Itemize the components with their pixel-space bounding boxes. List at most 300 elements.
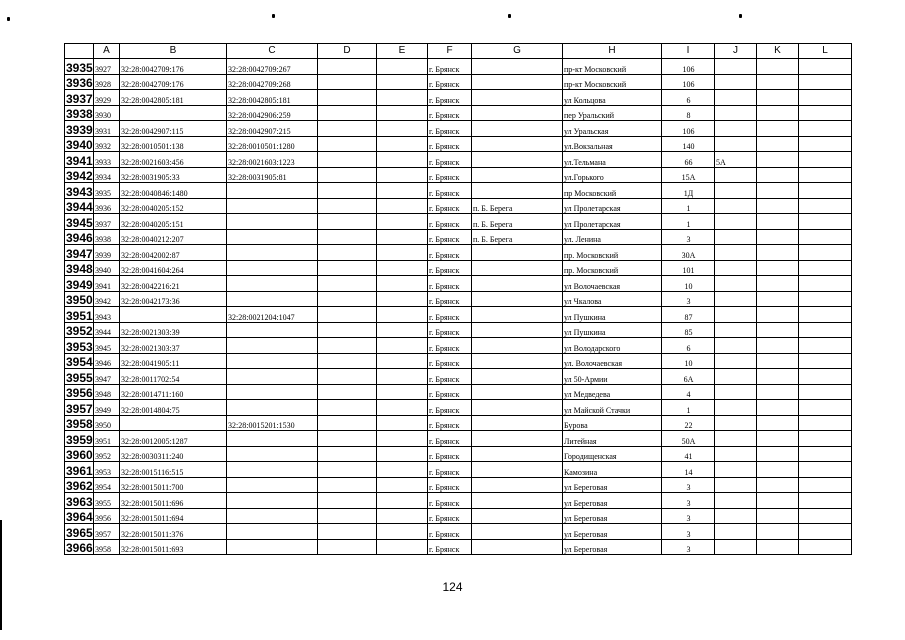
cell-e[interactable]	[377, 276, 428, 292]
cell-k[interactable]	[757, 121, 799, 137]
cell-h[interactable]: ул 50-Армии	[563, 369, 662, 385]
cell-j[interactable]	[715, 338, 757, 354]
cell-h[interactable]: пер Уральский	[563, 105, 662, 121]
cell-j[interactable]	[715, 90, 757, 106]
cell-j[interactable]	[715, 322, 757, 338]
cell-b[interactable]: 32:28:0012005:1287	[120, 431, 227, 447]
cell-h[interactable]: Бурова	[563, 415, 662, 431]
cell-k[interactable]	[757, 322, 799, 338]
cell-l[interactable]	[799, 508, 852, 524]
cell-h[interactable]: ул Майской Стачки	[563, 400, 662, 416]
row-number-cell[interactable]	[65, 214, 94, 230]
cell-j[interactable]	[715, 183, 757, 199]
cell-k[interactable]	[757, 493, 799, 509]
row-number-cell[interactable]	[65, 431, 94, 447]
cell-h[interactable]: ул. Ленина	[563, 229, 662, 245]
cell-b[interactable]: 32:28:0010501:138	[120, 136, 227, 152]
cell-k[interactable]	[757, 183, 799, 199]
column-header[interactable]: C	[227, 44, 318, 59]
cell-d[interactable]	[318, 260, 377, 276]
row-number-cell[interactable]	[65, 338, 94, 354]
cell-j[interactable]: 5А	[715, 152, 757, 168]
cell-l[interactable]	[799, 322, 852, 338]
cell-d[interactable]	[318, 539, 377, 555]
cell-c[interactable]: 32:28:0031905:81	[227, 167, 318, 183]
cell-e[interactable]	[377, 508, 428, 524]
cell-a[interactable]: 3938	[94, 229, 120, 245]
cell-l[interactable]	[799, 121, 852, 137]
cell-b[interactable]: 32:28:0015011:376	[120, 524, 227, 540]
cell-c[interactable]	[227, 508, 318, 524]
cell-j[interactable]	[715, 276, 757, 292]
cell-c[interactable]	[227, 229, 318, 245]
cell-h[interactable]: ул Володарского	[563, 338, 662, 354]
cell-l[interactable]	[799, 353, 852, 369]
cell-g[interactable]	[472, 462, 563, 478]
cell-i[interactable]: 6	[662, 90, 715, 106]
cell-l[interactable]	[799, 136, 852, 152]
cell-j[interactable]	[715, 214, 757, 230]
row-number-cell[interactable]	[65, 307, 94, 323]
cell-e[interactable]	[377, 493, 428, 509]
row-number-cell[interactable]	[65, 322, 94, 338]
cell-f[interactable]: г. Брянск	[428, 353, 472, 369]
cell-j[interactable]	[715, 59, 757, 75]
cell-d[interactable]	[318, 198, 377, 214]
cell-h[interactable]: ул Медведева	[563, 384, 662, 400]
cell-f[interactable]: г. Брянск	[428, 74, 472, 90]
row-number-cell[interactable]	[65, 384, 94, 400]
row-number-cell[interactable]	[65, 524, 94, 540]
cell-j[interactable]	[715, 291, 757, 307]
cell-g[interactable]	[472, 322, 563, 338]
cell-k[interactable]	[757, 136, 799, 152]
cell-i[interactable]: 1	[662, 400, 715, 416]
cell-b[interactable]: 32:28:0042709:176	[120, 74, 227, 90]
cell-e[interactable]	[377, 136, 428, 152]
cell-j[interactable]	[715, 260, 757, 276]
cell-d[interactable]	[318, 167, 377, 183]
cell-b[interactable]: 32:28:0042216:21	[120, 276, 227, 292]
cell-c[interactable]	[227, 400, 318, 416]
cell-g[interactable]: п. Б. Берега	[472, 229, 563, 245]
cell-k[interactable]	[757, 384, 799, 400]
cell-c[interactable]: 32:28:0042906:259	[227, 105, 318, 121]
cell-i[interactable]: 1Д	[662, 183, 715, 199]
cell-f[interactable]: г. Брянск	[428, 183, 472, 199]
cell-g[interactable]	[472, 415, 563, 431]
cell-k[interactable]	[757, 276, 799, 292]
column-header[interactable]: I	[662, 44, 715, 59]
cell-f[interactable]: г. Брянск	[428, 276, 472, 292]
cell-i[interactable]: 15А	[662, 167, 715, 183]
cell-f[interactable]: г. Брянск	[428, 338, 472, 354]
cell-g[interactable]	[472, 291, 563, 307]
cell-l[interactable]	[799, 400, 852, 416]
cell-e[interactable]	[377, 307, 428, 323]
cell-a[interactable]: 3957	[94, 524, 120, 540]
cell-e[interactable]	[377, 338, 428, 354]
cell-j[interactable]	[715, 167, 757, 183]
cell-j[interactable]	[715, 477, 757, 493]
cell-j[interactable]	[715, 353, 757, 369]
cell-b[interactable]: 32:28:0031905:33	[120, 167, 227, 183]
cell-j[interactable]	[715, 508, 757, 524]
cell-g[interactable]	[472, 307, 563, 323]
row-number-cell[interactable]	[65, 152, 94, 168]
row-number-cell[interactable]	[65, 229, 94, 245]
cell-j[interactable]	[715, 462, 757, 478]
cell-a[interactable]: 3942	[94, 291, 120, 307]
cell-c[interactable]: 32:28:0021204:1047	[227, 307, 318, 323]
cell-h[interactable]: ул Пролетарская	[563, 214, 662, 230]
cell-l[interactable]	[799, 524, 852, 540]
cell-g[interactable]	[472, 446, 563, 462]
cell-i[interactable]: 85	[662, 322, 715, 338]
cell-g[interactable]	[472, 245, 563, 261]
cell-l[interactable]	[799, 462, 852, 478]
cell-k[interactable]	[757, 462, 799, 478]
cell-b[interactable]: 32:28:0014711:160	[120, 384, 227, 400]
cell-l[interactable]	[799, 105, 852, 121]
cell-a[interactable]: 3927	[94, 59, 120, 75]
cell-h[interactable]: ул Береговая	[563, 508, 662, 524]
cell-b[interactable]: 32:28:0015011:694	[120, 508, 227, 524]
cell-f[interactable]: г. Брянск	[428, 524, 472, 540]
cell-d[interactable]	[318, 462, 377, 478]
cell-c[interactable]	[227, 477, 318, 493]
cell-f[interactable]: г. Брянск	[428, 105, 472, 121]
cell-j[interactable]	[715, 431, 757, 447]
cell-i[interactable]: 87	[662, 307, 715, 323]
cell-k[interactable]	[757, 415, 799, 431]
cell-f[interactable]: г. Брянск	[428, 539, 472, 555]
cell-i[interactable]: 50А	[662, 431, 715, 447]
cell-f[interactable]: г. Брянск	[428, 431, 472, 447]
cell-d[interactable]	[318, 508, 377, 524]
cell-i[interactable]: 106	[662, 74, 715, 90]
cell-h[interactable]: ул Чкалова	[563, 291, 662, 307]
cell-c[interactable]	[227, 446, 318, 462]
cell-f[interactable]: г. Брянск	[428, 260, 472, 276]
row-number-cell[interactable]	[65, 198, 94, 214]
cell-l[interactable]	[799, 338, 852, 354]
cell-a[interactable]: 3940	[94, 260, 120, 276]
cell-f[interactable]: г. Брянск	[428, 214, 472, 230]
cell-f[interactable]: г. Брянск	[428, 493, 472, 509]
corner-cell[interactable]	[65, 44, 94, 59]
cell-c[interactable]	[227, 198, 318, 214]
cell-k[interactable]	[757, 400, 799, 416]
cell-l[interactable]	[799, 446, 852, 462]
cell-e[interactable]	[377, 322, 428, 338]
cell-l[interactable]	[799, 198, 852, 214]
cell-d[interactable]	[318, 338, 377, 354]
cell-b[interactable]	[120, 307, 227, 323]
cell-j[interactable]	[715, 539, 757, 555]
cell-d[interactable]	[318, 136, 377, 152]
cell-g[interactable]	[472, 508, 563, 524]
cell-a[interactable]: 3935	[94, 183, 120, 199]
cell-a[interactable]: 3944	[94, 322, 120, 338]
cell-c[interactable]	[227, 539, 318, 555]
cell-a[interactable]: 3958	[94, 539, 120, 555]
cell-g[interactable]	[472, 167, 563, 183]
cell-g[interactable]	[472, 400, 563, 416]
row-number-cell[interactable]	[65, 291, 94, 307]
cell-a[interactable]: 3934	[94, 167, 120, 183]
row-number-cell[interactable]	[65, 276, 94, 292]
row-number-cell[interactable]	[65, 539, 94, 555]
cell-d[interactable]	[318, 291, 377, 307]
cell-i[interactable]: 3	[662, 508, 715, 524]
cell-a[interactable]: 3931	[94, 121, 120, 137]
cell-h[interactable]: ул Пушкина	[563, 322, 662, 338]
cell-k[interactable]	[757, 524, 799, 540]
cell-g[interactable]	[472, 369, 563, 385]
cell-k[interactable]	[757, 539, 799, 555]
cell-a[interactable]: 3955	[94, 493, 120, 509]
cell-l[interactable]	[799, 74, 852, 90]
cell-b[interactable]: 32:28:0042805:181	[120, 90, 227, 106]
cell-h[interactable]: пр-кт Московский	[563, 74, 662, 90]
cell-f[interactable]: г. Брянск	[428, 446, 472, 462]
cell-b[interactable]: 32:28:0040205:152	[120, 198, 227, 214]
cell-f[interactable]: г. Брянск	[428, 462, 472, 478]
cell-h[interactable]: ул Береговая	[563, 539, 662, 555]
row-number-cell[interactable]	[65, 353, 94, 369]
cell-k[interactable]	[757, 508, 799, 524]
cell-j[interactable]	[715, 105, 757, 121]
cell-f[interactable]: г. Брянск	[428, 136, 472, 152]
cell-e[interactable]	[377, 167, 428, 183]
cell-a[interactable]: 3948	[94, 384, 120, 400]
cell-j[interactable]	[715, 121, 757, 137]
cell-b[interactable]	[120, 415, 227, 431]
cell-a[interactable]: 3928	[94, 74, 120, 90]
cell-i[interactable]: 30А	[662, 245, 715, 261]
cell-c[interactable]	[227, 338, 318, 354]
cell-a[interactable]: 3949	[94, 400, 120, 416]
cell-h[interactable]: ул Пролетарская	[563, 198, 662, 214]
row-number-cell[interactable]	[65, 462, 94, 478]
cell-l[interactable]	[799, 245, 852, 261]
cell-a[interactable]: 3956	[94, 508, 120, 524]
cell-j[interactable]	[715, 198, 757, 214]
cell-h[interactable]: ул Кольцова	[563, 90, 662, 106]
cell-h[interactable]: Литейная	[563, 431, 662, 447]
cell-l[interactable]	[799, 90, 852, 106]
column-header[interactable]: A	[94, 44, 120, 59]
row-number-cell[interactable]	[65, 415, 94, 431]
cell-k[interactable]	[757, 477, 799, 493]
cell-a[interactable]: 3933	[94, 152, 120, 168]
cell-a[interactable]: 3952	[94, 446, 120, 462]
cell-l[interactable]	[799, 431, 852, 447]
column-header[interactable]: D	[318, 44, 377, 59]
cell-c[interactable]	[227, 291, 318, 307]
cell-g[interactable]	[472, 276, 563, 292]
cell-l[interactable]	[799, 167, 852, 183]
cell-f[interactable]: г. Брянск	[428, 508, 472, 524]
cell-k[interactable]	[757, 59, 799, 75]
row-number-cell[interactable]	[65, 260, 94, 276]
cell-g[interactable]: п. Б. Берега	[472, 198, 563, 214]
cell-e[interactable]	[377, 384, 428, 400]
cell-i[interactable]: 3	[662, 539, 715, 555]
cell-i[interactable]: 22	[662, 415, 715, 431]
cell-k[interactable]	[757, 229, 799, 245]
cell-h[interactable]: ул. Волочаевская	[563, 353, 662, 369]
cell-i[interactable]: 3	[662, 291, 715, 307]
cell-b[interactable]: 32:28:0015011:700	[120, 477, 227, 493]
row-number-cell[interactable]	[65, 59, 94, 75]
cell-f[interactable]: г. Брянск	[428, 167, 472, 183]
cell-g[interactable]	[472, 539, 563, 555]
cell-c[interactable]: 32:28:0042805:181	[227, 90, 318, 106]
cell-k[interactable]	[757, 198, 799, 214]
cell-e[interactable]	[377, 183, 428, 199]
cell-e[interactable]	[377, 353, 428, 369]
cell-c[interactable]: 32:28:0015201:1530	[227, 415, 318, 431]
cell-h[interactable]: ул Береговая	[563, 524, 662, 540]
cell-i[interactable]: 66	[662, 152, 715, 168]
cell-a[interactable]: 3930	[94, 105, 120, 121]
cell-e[interactable]	[377, 369, 428, 385]
cell-b[interactable]	[120, 105, 227, 121]
cell-e[interactable]	[377, 214, 428, 230]
cell-a[interactable]: 3937	[94, 214, 120, 230]
cell-b[interactable]: 32:28:0041905:11	[120, 353, 227, 369]
cell-i[interactable]: 140	[662, 136, 715, 152]
cell-c[interactable]: 32:28:0042709:267	[227, 59, 318, 75]
cell-b[interactable]: 32:28:0015116:515	[120, 462, 227, 478]
cell-g[interactable]	[472, 121, 563, 137]
cell-i[interactable]: 4	[662, 384, 715, 400]
cell-i[interactable]: 3	[662, 493, 715, 509]
cell-f[interactable]: г. Брянск	[428, 291, 472, 307]
cell-f[interactable]: г. Брянск	[428, 121, 472, 137]
cell-d[interactable]	[318, 384, 377, 400]
cell-k[interactable]	[757, 353, 799, 369]
cell-d[interactable]	[318, 105, 377, 121]
cell-e[interactable]	[377, 245, 428, 261]
cell-h[interactable]: ул Береговая	[563, 477, 662, 493]
cell-g[interactable]	[472, 524, 563, 540]
cell-k[interactable]	[757, 369, 799, 385]
cell-d[interactable]	[318, 446, 377, 462]
cell-j[interactable]	[715, 524, 757, 540]
row-number-cell[interactable]	[65, 508, 94, 524]
cell-a[interactable]: 3941	[94, 276, 120, 292]
row-number-cell[interactable]	[65, 74, 94, 90]
cell-i[interactable]: 10	[662, 276, 715, 292]
cell-d[interactable]	[318, 59, 377, 75]
column-header[interactable]: L	[799, 44, 852, 59]
cell-j[interactable]	[715, 400, 757, 416]
cell-i[interactable]: 3	[662, 524, 715, 540]
column-header[interactable]: F	[428, 44, 472, 59]
cell-e[interactable]	[377, 260, 428, 276]
cell-a[interactable]: 3929	[94, 90, 120, 106]
cell-b[interactable]: 32:28:0021303:37	[120, 338, 227, 354]
cell-e[interactable]	[377, 59, 428, 75]
cell-k[interactable]	[757, 90, 799, 106]
cell-c[interactable]: 32:28:0042709:268	[227, 74, 318, 90]
column-header[interactable]: K	[757, 44, 799, 59]
cell-f[interactable]: г. Брянск	[428, 152, 472, 168]
cell-k[interactable]	[757, 446, 799, 462]
cell-j[interactable]	[715, 446, 757, 462]
cell-f[interactable]: г. Брянск	[428, 322, 472, 338]
cell-b[interactable]: 32:28:0042709:176	[120, 59, 227, 75]
row-number-cell[interactable]	[65, 369, 94, 385]
cell-b[interactable]: 32:28:0042907:115	[120, 121, 227, 137]
cell-i[interactable]: 8	[662, 105, 715, 121]
row-number-cell[interactable]	[65, 136, 94, 152]
cell-g[interactable]	[472, 477, 563, 493]
cell-c[interactable]	[227, 322, 318, 338]
cell-h[interactable]: ул Уральская	[563, 121, 662, 137]
cell-e[interactable]	[377, 121, 428, 137]
cell-g[interactable]	[472, 384, 563, 400]
cell-d[interactable]	[318, 90, 377, 106]
cell-f[interactable]: г. Брянск	[428, 369, 472, 385]
cell-d[interactable]	[318, 229, 377, 245]
cell-c[interactable]	[227, 183, 318, 199]
cell-b[interactable]: 32:28:0040846:1480	[120, 183, 227, 199]
cell-a[interactable]: 3932	[94, 136, 120, 152]
cell-k[interactable]	[757, 74, 799, 90]
cell-h[interactable]: ул Береговая	[563, 493, 662, 509]
cell-k[interactable]	[757, 291, 799, 307]
cell-e[interactable]	[377, 446, 428, 462]
cell-l[interactable]	[799, 369, 852, 385]
cell-c[interactable]	[227, 260, 318, 276]
cell-e[interactable]	[377, 524, 428, 540]
cell-d[interactable]	[318, 400, 377, 416]
cell-d[interactable]	[318, 183, 377, 199]
cell-i[interactable]: 3	[662, 477, 715, 493]
cell-d[interactable]	[318, 322, 377, 338]
cell-c[interactable]	[227, 353, 318, 369]
cell-b[interactable]: 32:28:0040212:207	[120, 229, 227, 245]
cell-k[interactable]	[757, 260, 799, 276]
cell-b[interactable]: 32:28:0015011:693	[120, 539, 227, 555]
cell-c[interactable]	[227, 524, 318, 540]
cell-j[interactable]	[715, 384, 757, 400]
cell-l[interactable]	[799, 493, 852, 509]
cell-d[interactable]	[318, 152, 377, 168]
cell-k[interactable]	[757, 431, 799, 447]
cell-d[interactable]	[318, 353, 377, 369]
cell-d[interactable]	[318, 369, 377, 385]
row-number-cell[interactable]	[65, 167, 94, 183]
cell-f[interactable]: г. Брянск	[428, 245, 472, 261]
cell-g[interactable]	[472, 353, 563, 369]
cell-j[interactable]	[715, 307, 757, 323]
cell-h[interactable]: пр. Московский	[563, 245, 662, 261]
cell-d[interactable]	[318, 121, 377, 137]
cell-l[interactable]	[799, 59, 852, 75]
cell-k[interactable]	[757, 338, 799, 354]
cell-c[interactable]: 32:28:0042907:215	[227, 121, 318, 137]
cell-c[interactable]: 32:28:0010501:1280	[227, 136, 318, 152]
cell-a[interactable]: 3939	[94, 245, 120, 261]
cell-c[interactable]	[227, 245, 318, 261]
cell-e[interactable]	[377, 152, 428, 168]
cell-c[interactable]	[227, 276, 318, 292]
